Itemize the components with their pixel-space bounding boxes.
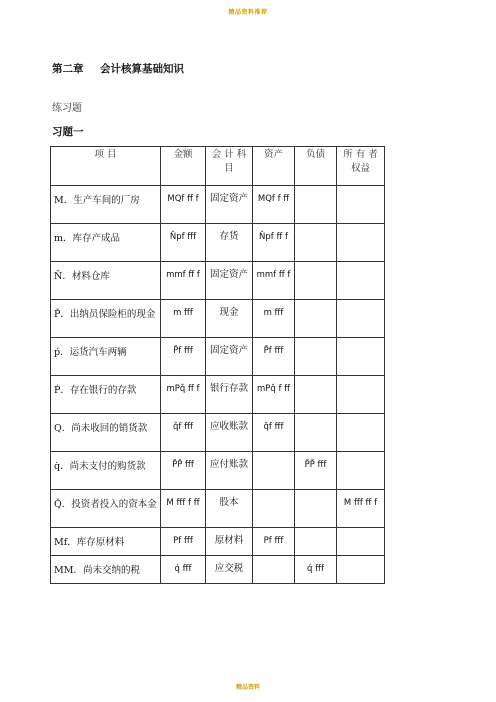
table-row <box>51 338 385 376</box>
header-equity: 所 有 者 权益 <box>337 147 385 186</box>
table-row <box>51 186 385 224</box>
row-amount: Pf fff <box>161 528 206 556</box>
row-liability <box>295 338 337 376</box>
table-row <box>51 452 385 490</box>
header-account: 会 计 科 目 <box>206 147 253 186</box>
row-item: P̌．出纳员保险柜的现金 <box>51 300 161 338</box>
exercise-table <box>50 146 385 584</box>
row-liability <box>295 224 337 262</box>
row-equity <box>337 186 385 224</box>
row-asset <box>253 452 295 490</box>
row-liability <box>295 186 337 224</box>
row-item: Q̌．投资者投入的资本金 <box>51 490 161 528</box>
table-row <box>51 490 385 528</box>
row-equity <box>337 452 385 490</box>
row-account: 固定资产 <box>206 186 253 224</box>
row-equity <box>337 300 385 338</box>
row-liability <box>295 490 337 528</box>
row-amount: m fff <box>161 300 206 338</box>
row-amount: M fff f ff <box>161 490 206 528</box>
row-item: MM．尚未交纳的税 <box>51 556 161 584</box>
table-row <box>51 528 385 556</box>
row-item: M．生产车间的厂房 <box>51 186 161 224</box>
row-asset: m fff <box>253 300 295 338</box>
row-item: Q．尚未收回的销货款 <box>51 414 161 452</box>
row-asset: Pf fff <box>253 528 295 556</box>
table-header-row <box>51 147 385 186</box>
row-asset: q̌f fff <box>253 414 295 452</box>
row-account: 存货 <box>206 224 253 262</box>
chapter-title: 会计核算基础知识 <box>100 63 184 75</box>
row-item: q̇．尚未支付的购货款 <box>51 452 161 490</box>
row-equity <box>337 414 385 452</box>
row-account: 原材料 <box>206 528 253 556</box>
row-amount: mmf ff f <box>161 262 206 300</box>
table-row <box>51 300 385 338</box>
row-asset: MQf f ff <box>253 186 295 224</box>
row-account: 现金 <box>206 300 253 338</box>
row-item: m．库存产成品 <box>51 224 161 262</box>
row-item: ṕ．运货汽车两辆 <box>51 338 161 376</box>
row-item: Ň．材料仓库 <box>51 262 161 300</box>
chapter-number: 第二章 <box>52 63 84 75</box>
footer-watermark: 精品资料 <box>235 684 260 691</box>
header-asset: 资产 <box>253 147 295 186</box>
table-row <box>51 376 385 414</box>
row-equity <box>337 338 385 376</box>
row-item: Ṗ．存在银行的存款 <box>51 376 161 414</box>
table-row <box>51 556 385 584</box>
header-item: 项 目 <box>51 147 161 186</box>
section-title: 练习题 <box>52 103 82 114</box>
row-liability: q́ fff <box>295 556 337 584</box>
row-liability <box>295 262 337 300</box>
row-equity <box>337 556 385 584</box>
header-amount: 金额 <box>161 147 206 186</box>
row-liability <box>295 376 337 414</box>
row-amount: P̌f fff <box>161 338 206 376</box>
row-account: 应付账款 <box>206 452 253 490</box>
row-equity <box>337 224 385 262</box>
row-equity <box>337 376 385 414</box>
header-liability: 负债 <box>295 147 337 186</box>
row-account: 股本 <box>206 490 253 528</box>
row-account: 固定资产 <box>206 338 253 376</box>
row-item: Mf．库存原材料 <box>51 528 161 556</box>
table-row <box>51 262 385 300</box>
row-amount: mPq̌ ff f <box>161 376 206 414</box>
row-account: 应收账款 <box>206 414 253 452</box>
row-account: 应交税 <box>206 556 253 584</box>
row-liability: P̌P̌ fff <box>295 452 337 490</box>
row-asset: mmf ff f <box>253 262 295 300</box>
row-equity <box>337 528 385 556</box>
row-asset <box>253 490 295 528</box>
row-asset: P̌f fff <box>253 338 295 376</box>
exercise-title: 习题一 <box>52 126 84 138</box>
row-amount: MQf ff f <box>161 186 206 224</box>
row-asset <box>253 556 295 584</box>
row-amount: Ňpf fff <box>161 224 206 262</box>
row-amount: P̌P̌ fff <box>161 452 206 490</box>
row-equity: M fff ff f <box>337 490 385 528</box>
row-account: 固定资产 <box>206 262 253 300</box>
row-amount: q̌f fff <box>161 414 206 452</box>
row-asset: Ňpf ff f <box>253 224 295 262</box>
table-row <box>51 224 385 262</box>
row-liability <box>295 528 337 556</box>
row-account: 银行存款 <box>206 376 253 414</box>
row-equity <box>337 262 385 300</box>
chapter-heading <box>52 61 184 76</box>
row-liability <box>295 414 337 452</box>
row-liability <box>295 300 337 338</box>
row-amount: q́ fff <box>161 556 206 584</box>
row-asset: mPq̌ f ff <box>253 376 295 414</box>
table-row <box>51 414 385 452</box>
header-watermark: 精品资料推荐 <box>228 9 268 16</box>
